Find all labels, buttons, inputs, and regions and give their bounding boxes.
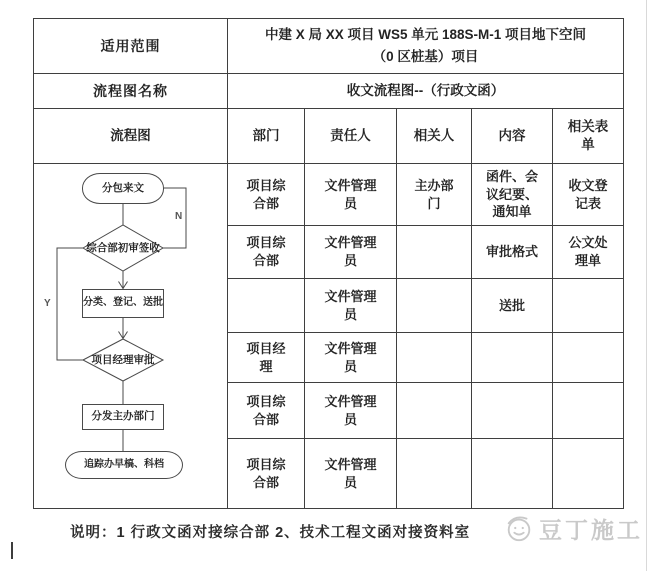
- table-cell: 函件、会议纪要、通知单: [472, 164, 553, 226]
- flow-process1-box: 分类、登记、送批: [82, 289, 164, 318]
- column-header-content: 内容: [472, 109, 553, 164]
- table-cell: [397, 333, 472, 383]
- table-cell: 文件管理员: [305, 383, 397, 439]
- scope-label: 适用范围: [34, 19, 228, 74]
- scan-artifact-mark: [11, 542, 13, 559]
- column-header-department: 部门: [228, 109, 305, 164]
- connector-y-branch: [57, 248, 83, 360]
- column-header-related-person: 相关人: [397, 109, 472, 164]
- watermark: [504, 511, 643, 545]
- flow-decision2-label: 项目经理审批: [91, 353, 155, 366]
- table-cell: 文件管理员: [305, 333, 397, 383]
- table-cell: [397, 279, 472, 333]
- flowchart-name-value: 收文流程图--（行政文函）: [228, 74, 623, 109]
- table-cell: [228, 279, 305, 333]
- flow-start-oval: 分包来文: [82, 173, 164, 204]
- column-header-related-forms: 相关表单: [553, 109, 623, 164]
- watermark-label: 豆丁施工: [539, 516, 643, 543]
- table-cell: 文件管理员: [305, 279, 397, 333]
- table-cell: 项目综合部: [228, 383, 305, 439]
- branch-label-n: N: [175, 211, 183, 222]
- table-cell: 项目综合部: [228, 226, 305, 279]
- flowchart-name-label: 流程图名称: [34, 74, 228, 109]
- table-cell: 文件管理员: [305, 439, 397, 508]
- table-cell: [397, 226, 472, 279]
- table-cell: [472, 333, 553, 383]
- table-cell: [472, 383, 553, 439]
- scope-value: 中建 X 局 XX 项目 WS5 单元 188S-M-1 项目地下空间（0 区桩基）项目: [228, 19, 623, 74]
- column-header-flowchart: 流程图: [34, 109, 228, 164]
- branch-label-y: Y: [44, 298, 51, 309]
- table-cell: 项目综合部: [228, 439, 305, 508]
- table-cell: [553, 383, 623, 439]
- table-cell: [397, 383, 472, 439]
- table-cell: 收文登记表: [553, 164, 623, 226]
- table-cell: 主办部门: [397, 164, 472, 226]
- table-cell: [397, 439, 472, 508]
- table-cell: 公文处理单: [553, 226, 623, 279]
- footnote: 说明：1 行政文函对接综合部 2、技术工程文函对接资料室: [70, 525, 471, 541]
- flow-decision1-label: 综合部初审签收: [86, 241, 160, 254]
- column-header-responsible: 责任人: [305, 109, 397, 164]
- flow-process2-box: 分发主办部门: [82, 404, 164, 430]
- flow-end-oval: 追踪办早槁、科档: [65, 451, 183, 479]
- table-cell: [553, 279, 623, 333]
- process-form-table: [33, 18, 624, 509]
- table-cell: [472, 439, 553, 508]
- table-cell: 审批格式: [472, 226, 553, 279]
- table-cell: 项目经理: [228, 333, 305, 383]
- table-cell: 项目综合部: [228, 164, 305, 226]
- table-cell: 文件管理员: [305, 226, 397, 279]
- table-cell: [553, 439, 623, 508]
- table-cell: [553, 333, 623, 383]
- table-cell: 送批: [472, 279, 553, 333]
- watermark-logo-icon: [504, 513, 534, 543]
- flowchart-cell: [34, 164, 228, 508]
- table-cell: 文件管理员: [305, 164, 397, 226]
- page-edge-line: [646, 0, 647, 571]
